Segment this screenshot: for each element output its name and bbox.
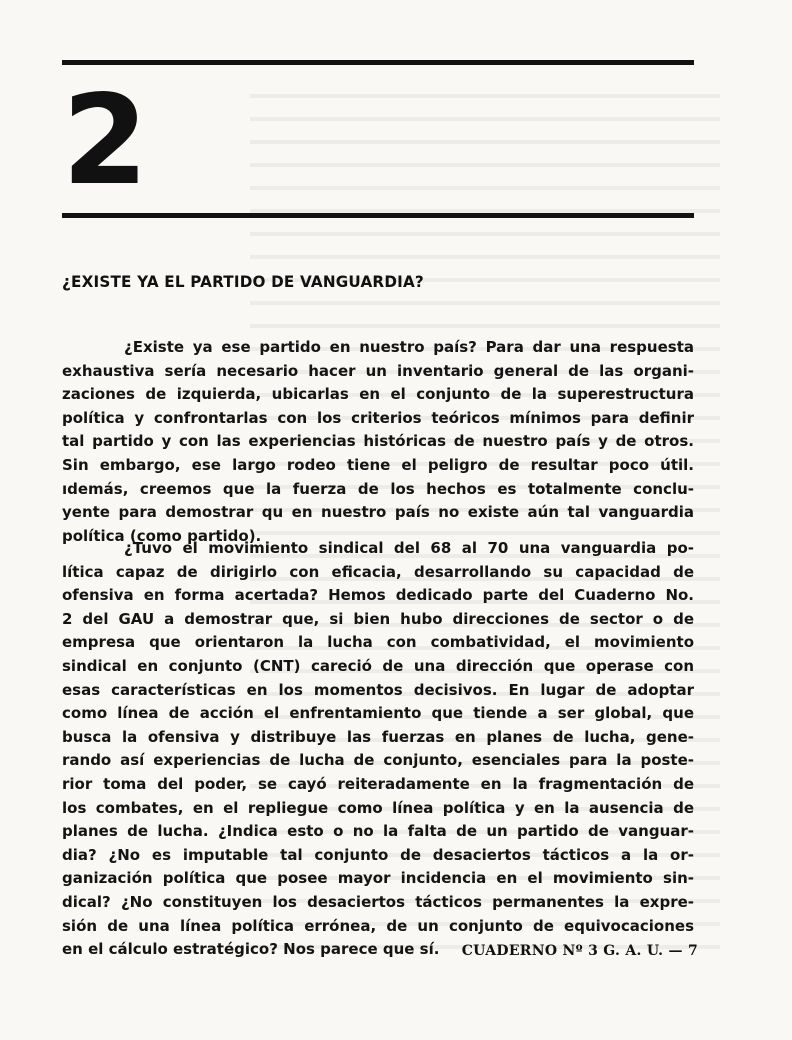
text-line: lítica capaz de dirigirlo con eficacia, desarrollando su capacidad de <box>62 562 694 581</box>
text-line: ¿Tuvo el movimiento sindical del 68 al 70 una vanguardia po- <box>124 539 694 557</box>
text-line: yente para demostrar qu en nuestro país no existe aún tal vanguardia <box>62 503 694 522</box>
paragraph-1 <box>62 336 694 548</box>
page-footer: CUADERNO Nº 3 G. A. U. — 7 <box>461 943 698 959</box>
text-line: busca la ofensiva y distribuye las fuerzas en planes de lucha, gene- <box>62 727 694 746</box>
text-line: ıdemás, creemos que la fuerza de los hechos es totalmente conclu- <box>62 479 694 498</box>
text-line: zaciones de izquierda, ubicarlas en el conjunto de la superestructura <box>62 385 694 404</box>
text-line: ¿Existe ya ese partido en nuestro país? Para dar una respuesta <box>124 338 694 356</box>
section-title: ¿EXISTE YA EL PARTIDO DE VANGUARDIA? <box>62 272 424 291</box>
text-line: ofensiva en forma acertada? Hemos dedicado parte del Cuaderno No. <box>62 586 694 605</box>
text-line: dical? ¿No constituyen los desaciertos tácticos permanentes la expre- <box>62 892 694 911</box>
text-line: 2 del GAU a demostrar que, si bien hubo direcciones de sector o de <box>62 609 694 628</box>
text-line: sión de una línea política errónea, de un conjunto de equivocaciones <box>62 916 694 935</box>
text-line: dia? ¿No es imputable tal conjunto de desaciertos tácticos a la or- <box>62 845 694 864</box>
text-line: planes de lucha. ¿Indica esto o no la falta de un partido de vanguar- <box>62 822 694 841</box>
text-line: rior toma del poder, se cayó reiteradamente en la fragmentación de <box>62 774 694 793</box>
text-line: política y confrontarlas con los criterios teóricos mínimos para definir <box>62 408 694 427</box>
text-line: exhaustiva sería necesario hacer un inventario general de las organi- <box>62 361 694 380</box>
text-line: sindical en conjunto (CNT) careció de una dirección que operase con <box>62 656 694 675</box>
text-line: Sin embargo, ese largo rodeo tiene el peligro de resultar poco útil. <box>62 455 694 474</box>
chapter-number: 2 <box>62 69 145 213</box>
top-rule <box>62 60 694 65</box>
text-line: en el cálculo estratégico? Nos parece que sí. <box>62 940 440 959</box>
paragraph-2 <box>62 537 694 962</box>
text-line: como línea de acción el enfrentamiento que tiende a ser global, que <box>62 704 694 723</box>
text-line: los combates, en el repliegue como línea política y en la ausencia de <box>62 798 694 817</box>
bottom-rule <box>62 213 694 218</box>
text-line: tal partido y con las experiencias históricas de nuestro país y de otros. <box>62 432 694 451</box>
text-line: política (como partido). <box>62 526 262 545</box>
text-line: rando así experiencias de lucha de conjunto, esenciales para la poste- <box>62 751 694 770</box>
text-line: empresa que orientaron la lucha con combatividad, el movimiento <box>62 633 694 652</box>
text-line: ganización política que posee mayor incidencia en el movimiento sin- <box>62 869 694 888</box>
text-line: esas características en los momentos decisivos. En lugar de adoptar <box>62 680 694 699</box>
